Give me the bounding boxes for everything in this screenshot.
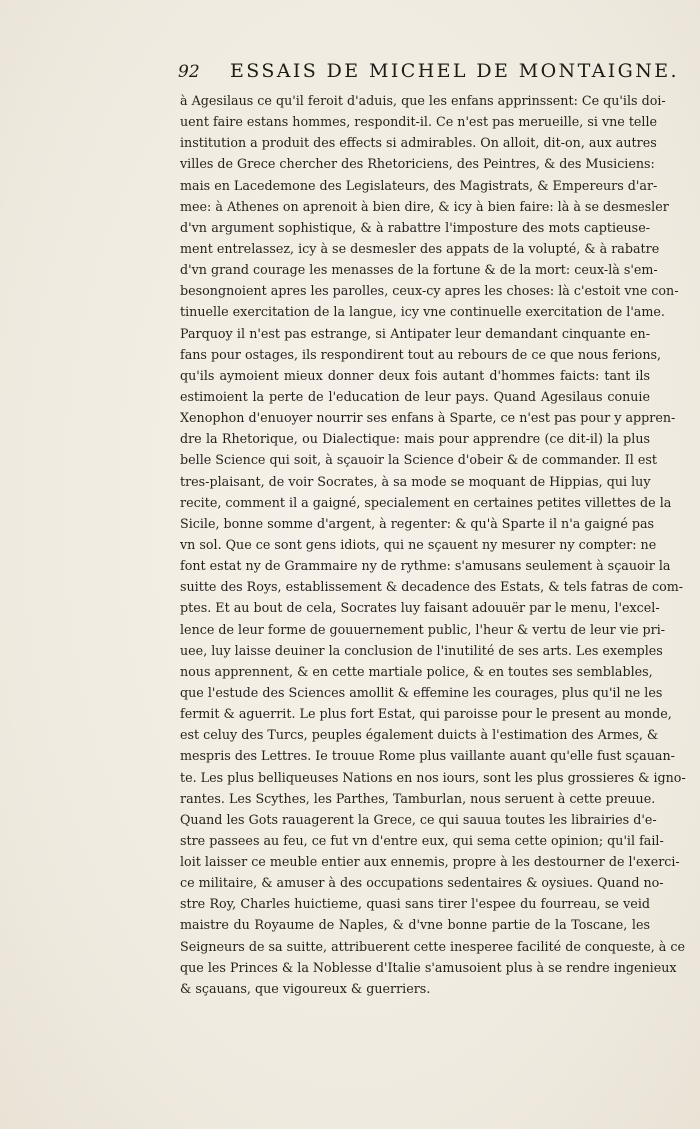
- text-line: suitte des Roys, establissement & decadence des Estats, & tels fatras de com-: [180, 579, 684, 595]
- text-line: ment entrelassez, icy à se desmesler des appats de la volupté, & à rabatre: [180, 240, 660, 256]
- text-line: d'vn argument sophistique, & à rabattre l'imposture des mots captieuse-: [180, 219, 650, 235]
- text-line: recite, comment il a gaigné, specialement en certaines petites villettes de la: [180, 494, 672, 510]
- text-line: que les Princes & la Noblesse d'Italie s'amusoient plus à se rendre ingenieux: [180, 959, 677, 975]
- text-line: dre la Rhetorique, ou Dialectique: mais pour apprendre (ce dit-il) la plus: [180, 431, 650, 447]
- text-line: & sçauans, que vigoureux & guerriers.: [180, 980, 431, 996]
- text-line: Seigneurs de sa suitte, attribuerent cette inesperee facilité de conqueste, à ce: [180, 938, 685, 954]
- text-line: lence de leur forme de gouuernement public, l'heur & vertu de leur vie pri-: [180, 621, 666, 637]
- text-line: tres-plaisant, de voir Socrates, à sa mode se moquant de Hippias, qui luy: [180, 473, 651, 489]
- text-line: Parquoy il n'est pas estrange, si Antipater leur demandant cinquante en-: [180, 325, 650, 341]
- text-line: ce militaire, & amuser à des occupations sedentaires & oysiues. Quand no-: [180, 875, 664, 891]
- text-line: mais en Lacedemone des Legislateurs, des Magistrats, & Empereurs d'ar-: [180, 177, 658, 193]
- text-line: stre passees au feu, ce fut vn d'entre eux, qui sema cette opinion; qu'il fail-: [180, 832, 664, 848]
- text-line: Sicile, bonne somme d'argent, à regenter: & qu'à Sparte il n'a gaigné pas: [180, 515, 655, 531]
- text-line: que l'estude des Sciences amollit & effemine les courages, plus qu'il ne les: [180, 684, 663, 700]
- text-line: d'vn grand courage les menasses de la fortune & de la mort: ceux-là s'em-: [180, 262, 658, 278]
- text-line: ptes. Et au bout de cela, Socrates luy faisant adouuër par le menu, l'excel-: [180, 600, 660, 616]
- text-line: institution a produit des effects si admirables. On alloit, dit-on, aux autres: [180, 135, 657, 151]
- body-text: [180, 90, 686, 999]
- text-line: Quand les Gots rauagerent la Grece, ce qui sauua toutes les librairies d'e-: [180, 811, 657, 827]
- page-number: 92: [178, 62, 200, 82]
- text-line: villes de Grece chercher des Rhetoriciens, des Peintres, & des Musiciens:: [180, 156, 655, 172]
- text-line: qu'ils aymoient mieux donner deux fois autant d'hommes faicts: tant ils: [180, 367, 650, 383]
- text-line: maistre du Royaume de Naples, & d'vne bonne partie de la Toscane, les: [180, 917, 650, 933]
- text-line: est celuy des Turcs, peuples également duicts à l'estimation des Armes, &: [180, 727, 659, 743]
- text-line: loit laisser ce meuble entier aux ennemis, propre à les destourner de l'exerci-: [180, 854, 680, 870]
- text-line: besongnoient apres les parolles, ceux-cy apres les choses: là c'estoit vne con-: [180, 283, 679, 299]
- text-line: te. Les plus belliqueuses Nations en nos iours, sont les plus grossieres & igno-: [180, 769, 686, 785]
- running-title: ESSAIS DE MICHEL DE MONTAIGNE.: [230, 60, 679, 82]
- page-header: [178, 58, 679, 88]
- text-line: uent faire estans hommes, respondit-il. Ce n'est pas merueille, si vne telle: [180, 114, 658, 130]
- text-line: uee, luy laisse deuiner la conclusion de l'inutilité de ses arts. Les exemples: [180, 642, 663, 658]
- text-line: rantes. Les Scythes, les Parthes, Tamburlan, nous seruent à cette preuue.: [180, 790, 656, 806]
- text-line: belle Science qui soit, à sçauoir la Science d'obeir & de commander. Il est: [180, 452, 657, 468]
- text-line: vn sol. Que ce sont gens idiots, qui ne sçauent ny mesurer ny compter: ne: [180, 536, 657, 552]
- text-line: Xenophon d'enuoyer nourrir ses enfans à Sparte, ce n'est pas pour y appren-: [180, 410, 676, 426]
- text-line: stre Roy, Charles huictieme, quasi sans tirer l'espee du fourreau, se veid: [180, 896, 650, 912]
- text-line: mespris des Lettres. Ie trouue Rome plus vaillante auant qu'elle fust sçauan-: [180, 748, 675, 764]
- text-line: mee: à Athenes on aprenoit à bien dire, & icy à bien faire: là à se desmesler: [180, 198, 669, 214]
- text-line: font estat ny de Grammaire ny de rythme: s'amusans seulement à sçauoir la: [180, 558, 671, 574]
- text-line: fermit & aguerrit. Le plus fort Estat, qui paroisse pour le present au monde,: [180, 706, 672, 722]
- text-line: fans pour ostages, ils respondirent tout au rebours de ce que nous ferions,: [180, 346, 662, 362]
- text-line: nous apprennent, & en cette martiale police, & en toutes ses semblables,: [180, 663, 653, 679]
- text-line: à Agesilaus ce qu'il feroit d'aduis, que les enfans apprinssent: Ce qu'ils doi-: [180, 93, 666, 108]
- text-line: tinuelle exercitation de la langue, icy vne continuelle exercitation de l'ame.: [180, 304, 665, 320]
- text-line: estimoient la perte de l'education de leur pays. Quand Agesilaus conuie: [180, 388, 650, 404]
